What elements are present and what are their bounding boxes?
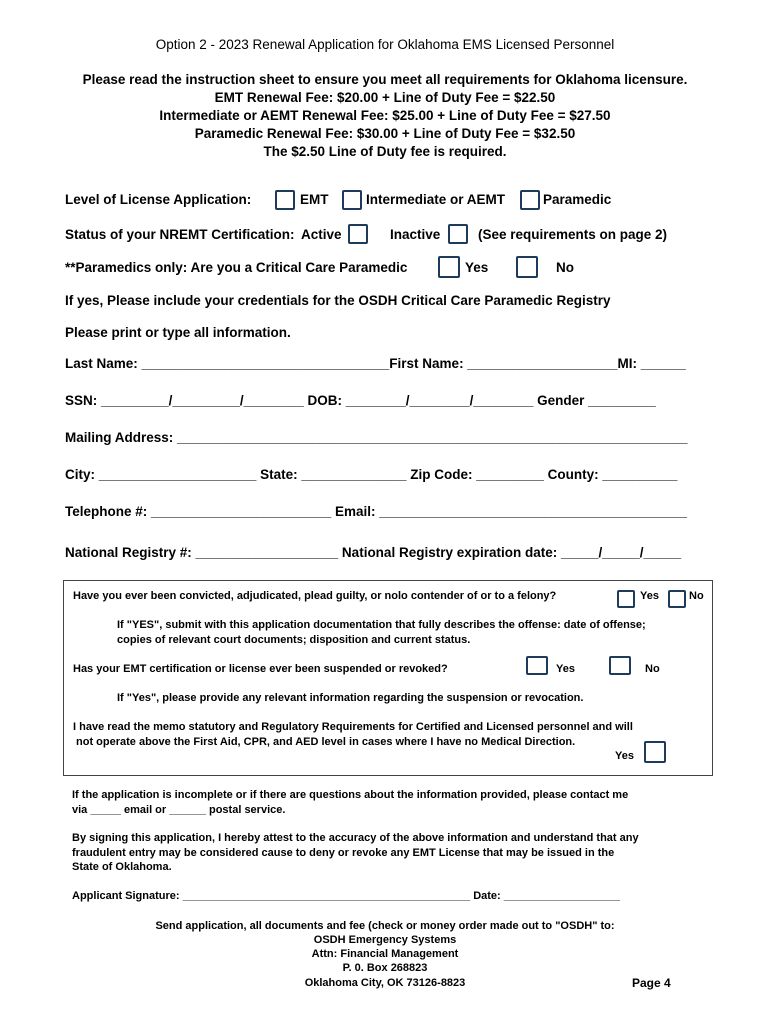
attest-line-3: State of Oklahoma. xyxy=(72,861,172,873)
critical-care-yes-label: Yes xyxy=(465,260,489,275)
suspended-no-checkbox[interactable] xyxy=(609,656,631,675)
memo-yes-checkbox[interactable] xyxy=(644,741,666,763)
incomplete-note-line-1: If the application is incomplete or if there are questions about the information provided, please contact me xyxy=(72,789,629,801)
page-title: Option 2 - 2023 Renewal Application for Oklahoma EMS Licensed Personnel xyxy=(155,37,615,52)
attest-line-1: By signing this application, I hereby attest to the accuracy of the above information and understand that any xyxy=(72,832,639,844)
paramedic-checkbox[interactable] xyxy=(520,190,540,210)
address-city: Oklahoma City, OK 73126-8823 xyxy=(304,977,466,989)
felony-note-line-1: If "YES", submit with this application documentation that fully describes the offense: date of offense; xyxy=(117,619,646,631)
nremt-status-label: Status of your NREMT Certification: xyxy=(65,227,295,242)
phone-field-line[interactable]: Telephone #: ________________________ Email: _________________________________________ xyxy=(65,504,688,519)
inactive-option-label: Inactive xyxy=(390,227,441,242)
emt-checkbox[interactable] xyxy=(275,190,295,210)
license-level-label: Level of License Application: xyxy=(65,192,252,207)
questions-box xyxy=(63,580,713,776)
emt-option-label: EMT xyxy=(300,192,329,207)
critical-care-yes-checkbox[interactable] xyxy=(438,256,460,278)
felony-yes-label: Yes xyxy=(640,590,659,602)
inactive-checkbox[interactable] xyxy=(448,224,468,244)
instruction-line: Please read the instruction sheet to ensure you meet all requirements for Oklahoma licensure. xyxy=(82,72,688,87)
page-number: Page 4 xyxy=(632,976,671,990)
attest-line-2: fraudulent entry may be considered cause to deny or revoke any EMT License that may be issued in the xyxy=(72,847,615,859)
line-of-duty-note: The $2.50 Line of Duty fee is required. xyxy=(263,144,507,159)
address-po-box: P. 0. Box 268823 xyxy=(342,962,428,974)
memo-line-2: not operate above the First Aid, CPR, and AED level in cases where I have no Medical Direction. xyxy=(76,736,576,748)
suspended-yes-label: Yes xyxy=(556,663,575,675)
emt-fee-line: EMT Renewal Fee: $20.00 + Line of Duty Fee = $22.50 xyxy=(214,90,556,105)
paramedic-option-label: Paramedic xyxy=(543,192,612,207)
critical-care-no-checkbox[interactable] xyxy=(516,256,538,278)
print-note: Please print or type all information. xyxy=(65,325,291,340)
felony-question: Have you ever been convicted, adjudicated, plead guilty, or nolo contender of or to a felony? xyxy=(73,590,557,602)
address-attn: Attn: Financial Management xyxy=(311,948,459,960)
active-checkbox[interactable] xyxy=(348,224,368,244)
aemt-option-label: Intermediate or AEMT xyxy=(366,192,506,207)
suspended-no-label: No xyxy=(645,663,660,675)
send-instructions: Send application, all documents and fee (check or money order made out to "OSDH" to: xyxy=(155,920,615,932)
address-org: OSDH Emergency Systems xyxy=(313,934,457,946)
signature-line[interactable]: Applicant Signature: _______________________________________________ Date: ___________________ xyxy=(72,890,621,902)
name-field-line[interactable]: Last Name: _________________________________First Name: ____________________MI: ______ xyxy=(65,356,686,371)
address-field-line[interactable]: Mailing Address: ____________________________________________________________________ xyxy=(65,430,688,445)
critical-care-no-label: No xyxy=(556,260,574,275)
incomplete-note-line-2[interactable]: via _____ email or ______ postal service. xyxy=(72,804,286,816)
aemt-fee-line: Intermediate or AEMT Renewal Fee: $25.00 + Line of Duty Fee = $27.50 xyxy=(159,108,611,123)
registry-note: If yes, Please include your credentials for the OSDH Critical Care Paramedic Registry xyxy=(65,293,611,308)
active-option-label: Active xyxy=(301,227,342,242)
felony-no-checkbox[interactable] xyxy=(668,590,686,608)
suspended-note: If "Yes", please provide any relevant information regarding the suspension or revocation. xyxy=(117,692,584,704)
critical-care-label: **Paramedics only: Are you a Critical Care Paramedic xyxy=(65,260,408,275)
suspended-yes-checkbox[interactable] xyxy=(526,656,548,675)
felony-note-line-2: copies of relevant court documents; disposition and current status. xyxy=(117,634,471,646)
paramedic-fee-line: Paramedic Renewal Fee: $30.00 + Line of Duty Fee = $32.50 xyxy=(194,126,576,141)
ssn-field-line[interactable]: SSN: _________/_________/________ DOB: ________/________/________ Gender _________ xyxy=(65,393,656,408)
requirements-note: (See requirements on page 2) xyxy=(478,227,668,242)
suspended-question: Has your EMT certification or license ever been suspended or revoked? xyxy=(73,663,448,675)
aemt-checkbox[interactable] xyxy=(342,190,362,210)
registry-field-line[interactable]: National Registry #: ___________________ National Registry expiration date: _____/_____/_____ xyxy=(65,545,682,560)
memo-line-1: I have read the memo statutory and Regulatory Requirements for Certified and Licensed personnel and will xyxy=(73,721,633,733)
memo-yes-label: Yes xyxy=(615,750,634,762)
felony-no-label: No xyxy=(689,590,704,602)
felony-yes-checkbox[interactable] xyxy=(617,590,635,608)
city-field-line[interactable]: City: _____________________ State: ______________ Zip Code: _________ County: __________ xyxy=(65,467,678,482)
